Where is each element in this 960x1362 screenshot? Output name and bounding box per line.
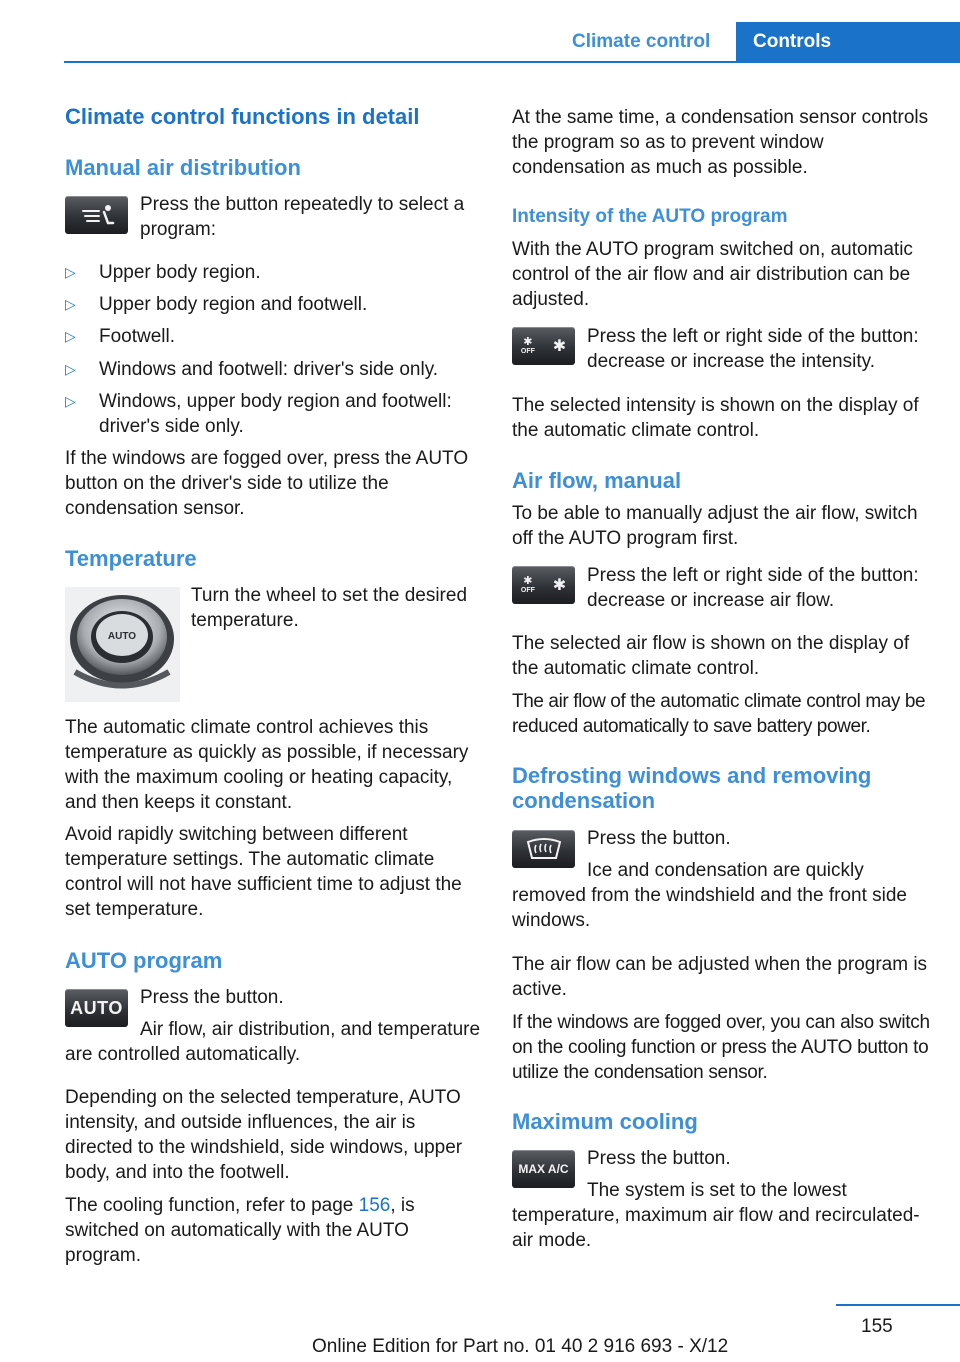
defrost-heading: Defrosting windows and removing condensation (512, 763, 872, 813)
intensity-heading: Intensity of the AUTO program (512, 206, 788, 227)
header-rule (64, 61, 960, 63)
triangle-bullet-icon: ▷ (65, 264, 76, 280)
temperature-paragraph-1: The automatic climate control achieves this temperature as quickly as possible, if necessary with the maximum cooling or heating capacity, and then keeps it constant. (65, 717, 469, 813)
temperature-paragraph-2: Avoid rapidly switching between different temperature settings. The automatic climate control will not have sufficient time to adjust the set temperature. (65, 824, 462, 920)
defrost-paragraph-2: If the windows are fogged over, you can also switch on the cooling function or press the AUTO button to utilize the condensation sensor. (512, 1012, 930, 1083)
air-distribution-icon (77, 203, 117, 227)
max-cooling-heading: Maximum cooling (512, 1109, 698, 1134)
triangle-bullet-icon: ▷ (65, 361, 76, 377)
fan-small-icon: ✱ OFF (520, 575, 535, 594)
list-item: ▷ Upper body region and footwell. (65, 294, 368, 315)
list-item: ▷ Windows and footwell: driver's side only. (65, 359, 439, 380)
air-flow-instruction: Press the left or right side of the button: decrease or increase air flow. (587, 565, 919, 611)
air-flow-paragraph-3: The air flow of the automatic climate control may be reduced automatically to save battery power. (512, 691, 926, 737)
air-flow-paragraph-2: The selected air flow is shown on the display of the automatic climate control. (512, 633, 910, 679)
temperature-heading: Temperature (65, 546, 197, 571)
max-cooling-line-1: Press the button. (587, 1148, 731, 1169)
list-item: ▷ Upper body region. (65, 262, 261, 283)
triangle-bullet-icon: ▷ (65, 393, 76, 409)
defrost-paragraph-1: The air flow can be adjusted when the program is active. (512, 954, 928, 1000)
section-title: Climate control functions in detail (65, 104, 420, 129)
intensity-paragraph-2: The selected intensity is shown on the display of the automatic climate control. (512, 395, 919, 441)
triangle-bullet-icon: ▷ (65, 296, 76, 312)
intensity-paragraph-1: With the AUTO program switched on, automatic control of the air flow and air distribution can be adjusted. (512, 239, 913, 310)
air-flow-rocker-button-image (512, 566, 575, 604)
header-chapter-label: Controls (753, 31, 832, 52)
manual-air-intro: Press the button repeatedly to select a program: (140, 194, 465, 240)
defrost-line-1: Press the button. (587, 828, 731, 849)
condensation-note: If the windows are fogged over, press the AUTO button on the driver's side to utilize the condensation sensor. (65, 448, 469, 519)
max-ac-button-label: MAX A/C (518, 1162, 569, 1176)
edition-footer: Online Edition for Part no. 01 40 2 916 693 - X/12 (312, 1336, 729, 1357)
defrost-line-2: Ice and condensation are quickly removed from the windshield and the front side windows. (512, 860, 907, 931)
air-flow-paragraph-1: To be able to manually adjust the air flow, switch off the AUTO program first. (512, 503, 918, 549)
intensity-rocker-button-image (512, 327, 575, 365)
auto-button-label: AUTO (70, 997, 123, 1018)
auto-program-paragraph-2: The cooling function, refer to page 156, is switched on automatically with the AUTO program. (65, 1195, 415, 1266)
air-distribution-button-image (65, 196, 128, 234)
intensity-instruction: Press the left or right side of the button: decrease or increase the intensity. (587, 326, 919, 372)
triangle-bullet-icon: ▷ (65, 328, 76, 344)
max-cooling-line-2: The system is set to the lowest temperature, maximum air flow and recirculated-air mode. (512, 1180, 920, 1251)
condensation-sensor-paragraph: At the same time, a condensation sensor controls the program so as to prevent window condensation as much as possible. (512, 107, 929, 178)
air-flow-heading: Air flow, manual (512, 468, 682, 493)
header-section-title: Climate control (572, 31, 711, 52)
list-item: ▷ Footwell. (65, 326, 176, 347)
knob-auto-label: AUTO (107, 631, 137, 642)
footer-rule (836, 1304, 960, 1306)
fan-large-icon: ✱ (552, 577, 567, 594)
list-item: ▷ Windows, upper body region and footwell: driver's side only. (65, 391, 452, 437)
temperature-wheel-icon (65, 587, 180, 702)
auto-program-paragraph-1: Depending on the selected temperature, AUTO intensity, and outside influences, the air is directed to the windshield, side windows, upper body, and into the footwell. (65, 1087, 463, 1183)
temperature-wheel-image (65, 587, 180, 702)
header-chapter-tab (736, 22, 960, 63)
auto-program-line-2: Air flow, air distribution, and temperature are controlled automatically. (65, 1019, 481, 1065)
temperature-intro: Turn the wheel to set the desired temperature. (191, 585, 468, 631)
manual-air-heading: Manual air distribution (65, 155, 301, 180)
page-header (0, 0, 960, 64)
auto-program-heading: AUTO program (65, 948, 223, 973)
page-reference-link[interactable]: 156 (358, 1195, 391, 1216)
fan-small-icon: ✱ OFF (520, 336, 535, 355)
auto-program-line-1: Press the button. (140, 987, 284, 1008)
page-number: 155 (861, 1316, 893, 1337)
fan-large-icon: ✱ (552, 338, 567, 355)
